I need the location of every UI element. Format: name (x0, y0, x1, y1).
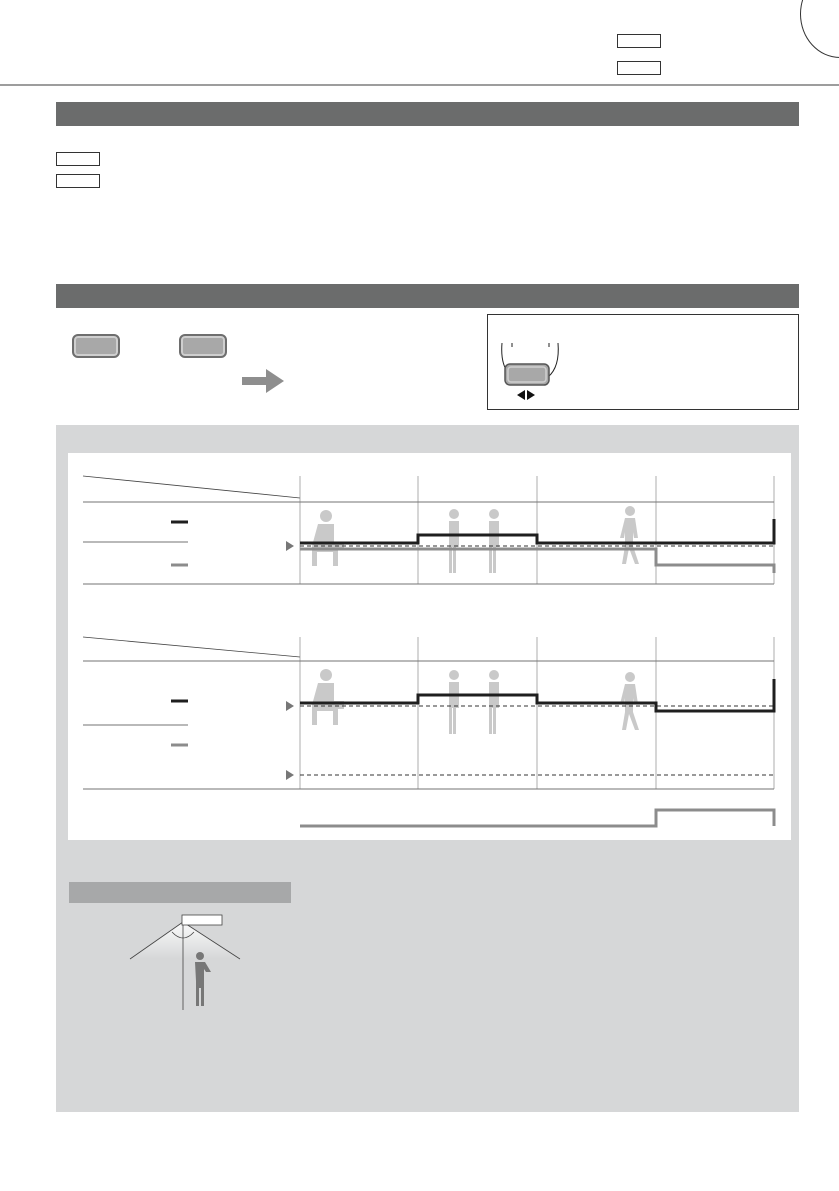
reference-marker (286, 541, 294, 551)
section-1-label-box-2 (56, 174, 100, 188)
header-label-box-1 (617, 34, 661, 48)
page-corner-arc (800, 0, 839, 58)
corner-diagonal (83, 637, 300, 657)
people-talking-icon (489, 670, 499, 734)
chart-2 (83, 637, 776, 826)
chart-1 (83, 476, 776, 584)
section-1-label-box-1 (56, 152, 100, 166)
right-triangle-icon (527, 390, 535, 400)
reference-marker (286, 701, 294, 711)
chart-panel (68, 453, 791, 840)
section-bar-2 (56, 284, 799, 308)
section-bar-1 (56, 102, 799, 126)
corner-diagonal (83, 476, 300, 498)
remote-button-1[interactable] (72, 334, 120, 358)
person-walking-icon (620, 672, 639, 730)
series-line-2 (300, 810, 774, 826)
person-sitting-icon (312, 510, 344, 566)
reference-marker (286, 770, 294, 780)
people-talking-icon (489, 509, 499, 573)
person-standing-icon (195, 952, 211, 1006)
people-talking-icon (449, 509, 459, 573)
remote-info-box (487, 314, 799, 410)
people-talking-icon (449, 670, 459, 734)
person-walking-icon (620, 506, 639, 564)
step-charts (68, 453, 791, 840)
left-triangle-icon (517, 390, 525, 400)
sensor-subtitle-bar (69, 882, 291, 903)
header-label-box-2 (617, 61, 661, 75)
person-sitting-icon (312, 669, 344, 725)
sensor-range-icon (120, 910, 250, 1015)
header-rule (0, 84, 839, 86)
remote-button-2[interactable] (179, 334, 227, 358)
remote-button-diagram (498, 337, 568, 403)
air-conditioner-icon (182, 915, 222, 925)
right-arrow-icon (240, 368, 286, 394)
